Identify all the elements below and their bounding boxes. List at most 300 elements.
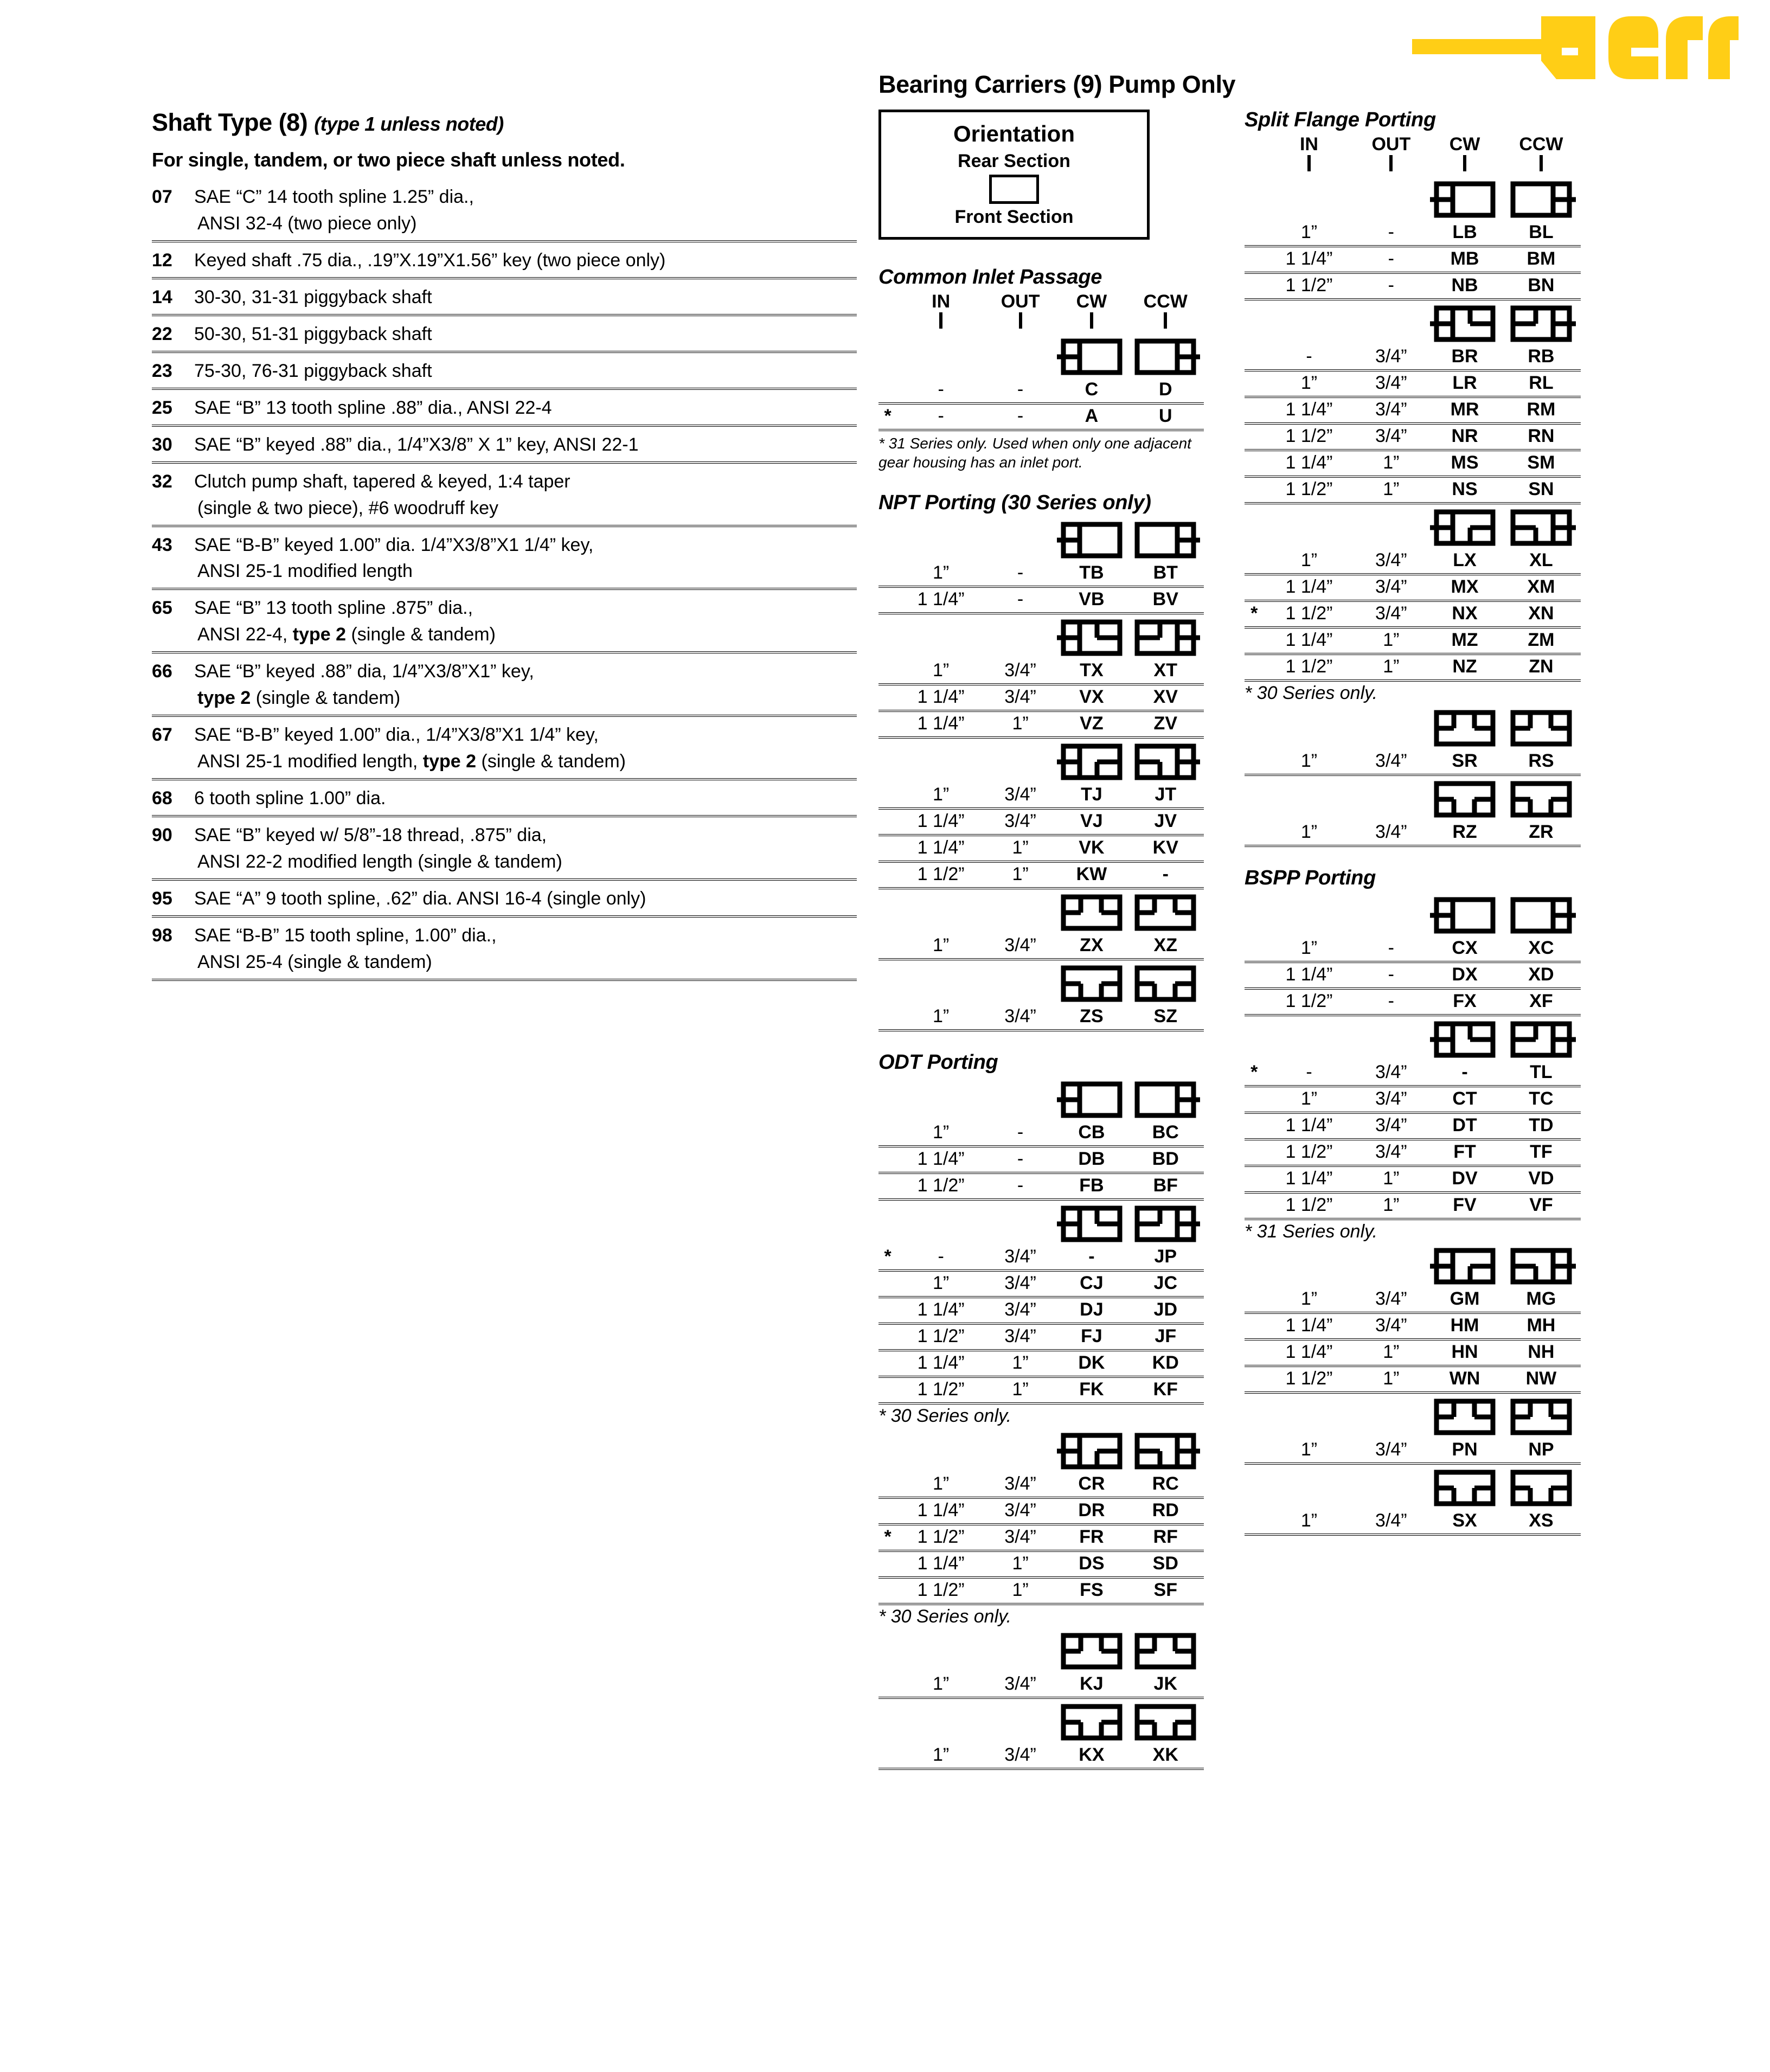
porting-symbol-spacer [985,737,1056,783]
porting-symbol-spacer [1354,1464,1428,1509]
porting-header-out: OUT [1001,291,1040,312]
shaft-type-column [152,108,857,981]
porting-symbol-spacer [1245,1393,1264,1438]
porting-code-ccw: BF [1127,1173,1204,1199]
porting-outlet-size: - [985,378,1056,403]
porting-footnote-marker [878,1173,897,1199]
port-symbol-twobottom [1131,1703,1200,1743]
porting-data-row [878,1271,1204,1297]
porting-inlet-size: 1 1/4” [897,684,985,711]
porting-code-ccw: - [1127,862,1204,888]
shaft-type-description: SAE “B-B” keyed 1.00” dia. 1/4”X3/8”X1 1/4” key, ANSI 25-1 modified length [191,526,857,589]
porting-code-ccw: JV [1127,809,1204,835]
porting-symbol-spacer [878,517,897,561]
port-tick-mark [1354,155,1428,176]
porting-symbol-row [878,517,1204,561]
porting-code-cw: HN [1428,1339,1502,1366]
porting-data-row [878,835,1204,862]
porting-data-row [878,783,1204,809]
porting-symbol-spacer [1264,1464,1354,1509]
port-symbol-notch-ul-right [1131,1205,1200,1245]
porting-outlet-size: 3/4” [1354,749,1428,775]
porting-data-row [1245,989,1581,1015]
porting-symbol-spacer [1354,299,1428,345]
porting-inlet-size: 1 1/4” [1264,450,1354,477]
porting-data-row [878,1350,1204,1377]
porting-outlet-size: 1” [985,1551,1056,1577]
port-symbol-twotop [1430,1398,1499,1438]
porting-footnote-marker [1245,424,1264,450]
porting-symbol-spacer [878,1698,897,1743]
porting-footnote-marker [878,1146,897,1173]
porting-inlet-size: 1” [897,1005,985,1030]
port-symbol-notch-ll-right [1506,1247,1576,1287]
porting-symbol-ccw [1502,176,1581,221]
porting-data-row [1245,477,1581,503]
porting-code-ccw: RM [1502,397,1581,424]
porting-group-footnote: * 30 Series only. [878,1606,1012,1627]
shaft-type-description: 30-30, 31-31 piggyback shaft [191,278,857,315]
porting-code-ccw: JK [1127,1672,1204,1698]
port-tick-icon [1019,312,1022,329]
porting-data-row [878,1005,1204,1030]
porting-code-ccw: XT [1127,659,1204,684]
porting-outlet-size: 1” [985,711,1056,737]
porting-symbol-spacer [1354,1243,1428,1287]
porting-outlet-size: 3/4” [985,1524,1056,1551]
porting-symbol-spacer [897,333,985,378]
porting-code-ccw: XL [1502,549,1581,574]
port-symbol-twotop [1506,709,1576,749]
porting-symbol-row [1245,1464,1581,1509]
porting-outlet-size: 1” [985,835,1056,862]
page-title: Bearing Carriers (9) Pump Only [878,70,1236,98]
shaft-type-code: 65 [152,589,191,652]
porting-footnote-marker [1245,549,1264,574]
middle-column [878,70,1236,1789]
porting-footnote-marker [878,862,897,888]
porting-symbol-cw [1056,613,1127,659]
porting-data-row [1245,1339,1581,1366]
porting-footnote-marker [878,1498,897,1524]
porting-code-ccw: BV [1127,587,1204,613]
porting-outlet-size: 3/4” [985,809,1056,835]
orientation-front-label: Front Section [954,207,1074,227]
porting-footnote-marker [1245,627,1264,654]
porting-footnote-marker [878,1472,897,1498]
porting-symbol-spacer [1245,299,1264,345]
porting-code-cw: DX [1428,962,1502,989]
porting-code-cw: HM [1428,1313,1502,1339]
porting-inlet-size: 1 1/4” [1264,1166,1354,1192]
shaft-type-description: SAE “B-B” 15 tooth spline, 1.00” dia., ANSI 25-4 (single & tandem) [191,916,857,980]
porting-code-ccw: VD [1502,1166,1581,1192]
porting-inlet-size: 1 1/4” [1264,627,1354,654]
porting-header-spacer [1245,134,1264,155]
porting-code-cw: NS [1428,477,1502,503]
porting-footnote-marker [878,684,897,711]
porting-inlet-size: 1 1/4” [897,809,985,835]
porting-symbol-spacer [1264,775,1354,820]
porting-outlet-size: 3/4” [985,783,1056,809]
porting-symbol-spacer [1264,176,1354,221]
porting-code-ccw: XS [1502,1509,1581,1535]
porting-symbol-spacer [878,1628,897,1672]
porting-code-ccw: ZM [1502,627,1581,654]
right-column [1245,108,1581,1555]
porting-symbol-row [878,888,1204,934]
porting-data-row [878,561,1204,587]
porting-footnote-marker [878,1297,897,1324]
porting-footnote-marker [878,1377,897,1403]
porting-footnote-marker [878,711,897,737]
porting-symbol-spacer [985,517,1056,561]
porting-inlet-size: 1 1/4” [897,1551,985,1577]
porting-outlet-size: 3/4” [1354,1113,1428,1139]
porting-footnote-marker [878,587,897,613]
port-symbol-notch-ll-right [1506,509,1576,549]
port-symbol-twobottom [1506,1469,1576,1509]
porting-footnote-marker [1245,1086,1264,1113]
port-symbol-twotop [1131,894,1200,934]
porting-inlet-size: 1 1/2” [897,1377,985,1403]
porting-code-cw: CT [1428,1086,1502,1113]
porting-footnote-marker [878,1672,897,1698]
porting-data-row [878,1743,1204,1769]
porting-code-ccw: SM [1502,450,1581,477]
porting-code-cw: RZ [1428,820,1502,846]
porting-code-cw: FX [1428,989,1502,1015]
shaft-type-description: 75-30, 76-31 piggyback shaft [191,352,857,389]
shaft-type-row [152,241,857,278]
porting-code-cw: ZX [1056,934,1127,959]
porting-footnote-marker [878,1005,897,1030]
shaft-type-description: SAE “C” 14 tooth spline 1.25” dia., ANSI 32-4 (two piece only) [191,179,857,241]
porting-outlet-size: 3/4” [1354,1438,1428,1464]
port-symbol-plain-right [1131,338,1200,378]
porting-data-row [878,1498,1204,1524]
porting-symbol-cw [1428,503,1502,549]
shaft-type-code: 98 [152,916,191,980]
porting-data-row [878,1551,1204,1577]
porting-code-cw: KW [1056,862,1127,888]
porting-code-cw: NR [1428,424,1502,450]
porting-inlet-size: 1 1/2” [1264,989,1354,1015]
porting-inlet-size: 1” [897,1672,985,1698]
porting-symbol-spacer [878,959,897,1005]
shaft-type-row [152,179,857,241]
porting-symbol-spacer [897,613,985,659]
porting-symbol-cw [1428,1464,1502,1509]
porting-symbol-row [878,1698,1204,1743]
porting-section-title: ODT Porting [878,1051,998,1074]
shaft-type-row [152,716,857,779]
porting-data-row [1245,273,1581,299]
porting-symbol-cw [1056,1199,1127,1245]
porting-data-row [878,1245,1204,1271]
porting-symbol-spacer [1245,176,1264,221]
porting-data-row [1245,1139,1581,1166]
porting-outlet-size: 3/4” [985,1245,1056,1271]
porting-code-cw: DJ [1056,1297,1127,1324]
porting-code-ccw: TC [1502,1086,1581,1113]
porting-symbol-spacer [897,1428,985,1472]
porting-footnote-marker [1245,273,1264,299]
porting-inlet-size: 1 1/2” [1264,477,1354,503]
port-tick-icon [1540,155,1543,171]
porting-code-cw: SX [1428,1509,1502,1535]
porting-inlet-size: 1 1/4” [1264,1339,1354,1366]
porting-code-cw: A [1056,403,1127,430]
porting-inlet-size: - [1264,345,1354,370]
port-symbol-notch-ur-left [1430,305,1499,345]
porting-data-row [1245,1061,1581,1086]
porting-inlet-size: 1” [897,934,985,959]
porting-symbol-spacer [985,613,1056,659]
shaft-type-row [152,463,857,526]
porting-symbol-row [1245,1243,1581,1287]
porting-data-row [1245,1509,1581,1535]
porting-outlet-size: 1” [1354,1339,1428,1366]
porting-inlet-size: 1 1/4” [897,1146,985,1173]
port-symbol-twobottom [1057,1703,1126,1743]
shaft-type-description: SAE “A” 9 tooth spline, .62” dia. ANSI 16-4 (single only) [191,880,857,916]
shaft-type-row [152,278,857,315]
porting-symbol-spacer [1245,775,1264,820]
porting-data-row [878,711,1204,737]
porting-header-cw: CW [1076,291,1107,312]
porting-code-ccw: RD [1127,1498,1204,1524]
porting-header-ccw: CCW [1519,134,1563,155]
orientation-legend [878,110,1150,240]
porting-symbol-spacer [1264,892,1354,936]
porting-outlet-size: 1” [1354,627,1428,654]
porting-footnote-marker [1245,370,1264,397]
port-tick-mark [1127,312,1204,333]
porting-group-footnote-row [878,1403,1204,1428]
porting-code-ccw: XM [1502,574,1581,601]
port-tick-icon [939,312,942,329]
shaft-type-row [152,589,857,652]
porting-code-ccw: NP [1502,1438,1581,1464]
porting-code-cw: C [1056,378,1127,403]
porting-code-cw: VJ [1056,809,1127,835]
porting-symbol-spacer [1354,775,1428,820]
porting-inlet-size: 1 1/2” [1264,424,1354,450]
port-symbol-notch-lr-left [1430,1247,1499,1287]
porting-outlet-size: - [985,561,1056,587]
porting-inlet-size: 1 1/4” [897,835,985,862]
porting-symbol-row [1245,1015,1581,1061]
porting-code-cw: MR [1428,397,1502,424]
porting-inlet-size: - [1264,1061,1354,1086]
porting-symbol-row [1245,503,1581,549]
porting-outlet-size: - [1354,273,1428,299]
port-tick-mark [1502,155,1581,176]
porting-data-row [1245,1366,1581,1393]
porting-code-ccw: RN [1502,424,1581,450]
porting-symbol-spacer [1264,1243,1354,1287]
porting-footnote-marker [1245,1287,1264,1313]
porting-code-ccw: TD [1502,1113,1581,1139]
porting-symbol-row [878,959,1204,1005]
porting-footnote-marker [878,934,897,959]
porting-code-ccw: SZ [1127,1005,1204,1030]
porting-outlet-size: 3/4” [985,1498,1056,1524]
port-symbol-notch-ul-right [1506,305,1576,345]
port-tick-mark [1428,155,1502,176]
porting-outlet-size: 3/4” [1354,1509,1428,1535]
shaft-type-title: Shaft Type (8) [152,108,308,136]
porting-data-row [1245,345,1581,370]
porting-code-cw: TX [1056,659,1127,684]
porting-code-cw: ZS [1056,1005,1127,1030]
porting-code-cw: DV [1428,1166,1502,1192]
porting-outlet-size: - [1354,221,1428,246]
porting-outlet-size: 3/4” [1354,820,1428,846]
porting-outlet-size: - [985,403,1056,430]
porting-code-ccw: RC [1127,1472,1204,1498]
porting-inlet-size: 1” [1264,1086,1354,1113]
porting-inlet-size: 1” [897,561,985,587]
porting-inlet-size: 1 1/4” [1264,397,1354,424]
porting-code-cw: PN [1428,1438,1502,1464]
porting-code-ccw: MH [1502,1313,1581,1339]
porting-code-cw: DS [1056,1551,1127,1577]
porting-footnote-marker [1245,477,1264,503]
shaft-type-description: SAE “B” keyed .88” dia, 1/4”X3/8”X1” key, type 2 (single & tandem) [191,652,857,716]
porting-code-ccw: TL [1502,1061,1581,1086]
porting-footnote-marker [1245,654,1264,681]
porting-symbol-spacer [897,1076,985,1121]
porting-symbol-spacer [1264,1015,1354,1061]
porting-code-ccw: MG [1502,1287,1581,1313]
porting-symbol-ccw [1127,1076,1204,1121]
port-symbol-notch-lr-left [1057,743,1126,783]
porting-outlet-size: 3/4” [985,1743,1056,1769]
porting-footnote-marker [878,835,897,862]
porting-table [1245,892,1581,1536]
porting-symbol-cw [1056,1428,1127,1472]
shaft-type-description: Clutch pump shaft, tapered & keyed, 1:4 taper (single & two piece), #6 woodruff key [191,463,857,526]
porting-symbol-spacer [1354,1015,1428,1061]
porting-symbol-cw [1428,705,1502,749]
porting-symbol-spacer [878,737,897,783]
port-symbol-twotop [1430,709,1499,749]
porting-inlet-size: 1 1/2” [1264,1139,1354,1166]
porting-data-row [878,403,1204,430]
porting-symbol-row [1245,775,1581,820]
porting-footnote-marker: * [1245,601,1264,627]
porting-footnote-marker [878,783,897,809]
shaft-type-code: 67 [152,716,191,779]
porting-inlet-size: 1” [897,783,985,809]
porting-data-row [1245,1113,1581,1139]
porting-code-ccw: BL [1502,221,1581,246]
porting-symbol-ccw [1127,1199,1204,1245]
porting-tick-row [878,312,1204,333]
porting-data-row [1245,627,1581,654]
port-symbol-twobottom [1430,780,1499,820]
porting-symbol-spacer [1245,1243,1264,1287]
porting-data-row [1245,820,1581,846]
porting-symbol-spacer [878,1428,897,1472]
porting-symbol-ccw [1127,517,1204,561]
porting-inlet-size: 1 1/2” [1264,1366,1354,1393]
porting-data-row [878,378,1204,403]
porting-inlet-size: 1 1/2” [897,1577,985,1604]
porting-symbol-spacer [878,333,897,378]
porting-outlet-size: 3/4” [1354,1287,1428,1313]
porting-code-cw: FJ [1056,1324,1127,1350]
porting-symbol-spacer [1264,503,1354,549]
porting-code-cw: FV [1428,1192,1502,1219]
porting-outlet-size: 3/4” [985,1005,1056,1030]
porting-code-cw: - [1428,1061,1502,1086]
porting-outlet-size: 1” [1354,1166,1428,1192]
porting-inlet-size: 1 1/2” [1264,1192,1354,1219]
porting-data-row [878,1146,1204,1173]
porting-footnote-marker [1245,936,1264,962]
porting-code-ccw: JF [1127,1324,1204,1350]
porting-symbol-cw [1056,737,1127,783]
porting-data-row [1245,450,1581,477]
porting-inlet-size: 1” [1264,370,1354,397]
porting-footnote-marker [1245,962,1264,989]
porting-symbol-spacer [878,1199,897,1245]
porting-code-ccw: SF [1127,1577,1204,1604]
porting-symbol-spacer [1264,705,1354,749]
porting-footnote-marker: * [878,403,897,430]
port-symbol-notch-ul-right [1506,1021,1576,1061]
porting-footnote-marker [878,809,897,835]
porting-symbol-cw [1428,299,1502,345]
porting-symbol-cw [1428,1393,1502,1438]
porting-inlet-size: 1 1/4” [897,711,985,737]
porting-data-row [878,934,1204,959]
porting-inlet-size: 1” [897,1271,985,1297]
porting-footnote-marker [1245,397,1264,424]
porting-header-spacer [878,291,897,312]
shaft-type-description: SAE “B-B” keyed 1.00” dia., 1/4”X3/8”X1 1/4” key, ANSI 25-1 modified length, type 2 (single & tandem) [191,716,857,779]
porting-code-ccw: RS [1502,749,1581,775]
porting-footnote-marker: * [1245,1061,1264,1086]
porting-symbol-row [1245,1393,1581,1438]
porting-outlet-size: 1” [1354,1192,1428,1219]
porting-outlet-size: - [1354,989,1428,1015]
porting-data-row [1245,962,1581,989]
porting-data-row [1245,1086,1581,1113]
porting-footnote-marker [1245,1166,1264,1192]
porting-outlet-size: 1” [985,1377,1056,1403]
porting-symbol-spacer [878,613,897,659]
porting-symbol-cw [1056,888,1127,934]
shaft-type-description: Keyed shaft .75 dia., .19”X.19”X1.56” key (two piece only) [191,241,857,278]
porting-header-in: IN [932,291,951,312]
porting-outlet-size: - [985,1121,1056,1146]
porting-code-ccw: NH [1502,1339,1581,1366]
porting-footnote-marker [1245,1139,1264,1166]
porting-section-npt-porting [878,491,1204,1031]
porting-code-ccw: U [1127,403,1204,430]
porting-symbol-spacer [1264,1393,1354,1438]
porting-outlet-size: 1” [1354,654,1428,681]
porting-footnote-marker [1245,1438,1264,1464]
port-symbol-notch-lr-left [1430,509,1499,549]
shaft-type-row [152,315,857,352]
porting-code-ccw: RL [1502,370,1581,397]
porting-section-title: Split Flange Porting [1245,108,1436,131]
